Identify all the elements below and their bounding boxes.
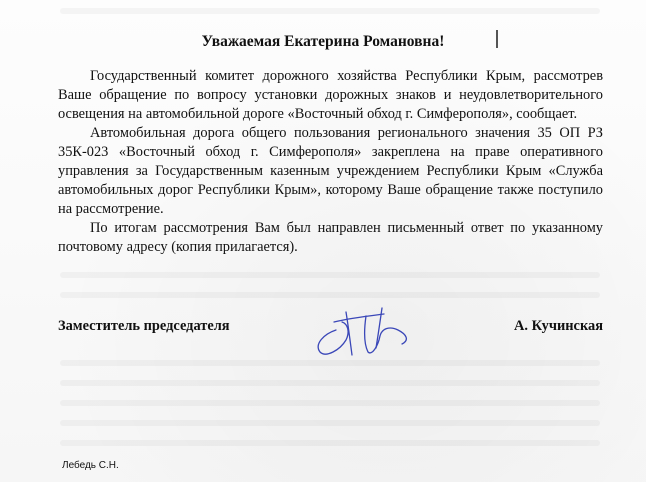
letter-greeting: Уважаемая Екатерина Романовна! <box>201 33 445 50</box>
bleed-through-line <box>60 440 600 446</box>
executor-name: Лебедь С.Н. <box>62 460 119 471</box>
signatory-name: А. Кучинская <box>514 318 603 334</box>
body-paragraph: Государственный комитет дорожного хозяйства Республики Крым, рассмотрев Ваше обращение по вопросу установки дорожных знаков и неудовлетворительного освещения на автомобильной дороге «Восточный обход г. Симферополя», сообщает. <box>58 68 603 122</box>
bleed-through-line <box>60 400 600 406</box>
signatory-title: Заместитель председателя <box>58 318 230 334</box>
body-paragraph: Автомобильная дорога общего пользования регионального значения 35 ОП РЗ 35К-023 «Восточный обход г. Симферополя» закреплена на праве оперативного управления за Государственным казенным учреждением Республики Крым «Служба автомобильных дорог Республики Крым», которому Ваше обращение также поступило на рассмотрение. <box>58 125 603 217</box>
bleed-through-line <box>60 272 600 278</box>
bleed-through-line <box>60 292 600 298</box>
body-paragraph: По итогам рассмотрения Вам был направлен письменный ответ по указанному почтовому адресу (копия прилагается). <box>58 220 603 255</box>
bleed-through-line <box>60 380 600 386</box>
handwritten-signature <box>306 300 416 360</box>
bleed-through-line <box>60 8 600 14</box>
bleed-through-line <box>60 360 600 366</box>
bleed-through-line <box>60 420 600 426</box>
pen-mark <box>496 30 498 48</box>
letter-body <box>58 67 603 257</box>
